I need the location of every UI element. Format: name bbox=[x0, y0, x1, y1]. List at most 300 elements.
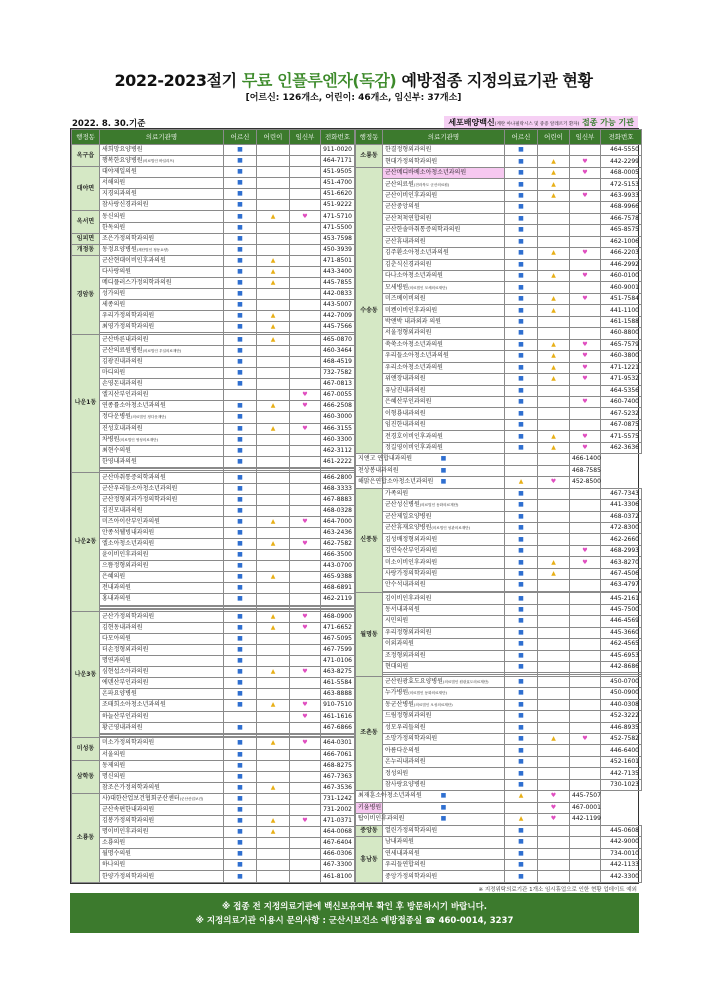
elder-mark-cell bbox=[224, 505, 257, 516]
phone-number: 462-3636 bbox=[601, 442, 642, 453]
elder-mark-cell bbox=[505, 179, 538, 190]
phone-number: 467-3536 bbox=[321, 782, 355, 793]
elder-mark-cell bbox=[224, 804, 257, 815]
clinic-name bbox=[383, 604, 505, 615]
elder-mark-cell bbox=[505, 699, 538, 710]
pregnant-mark-cell bbox=[538, 465, 570, 476]
table-row bbox=[72, 804, 355, 815]
table-row bbox=[72, 423, 355, 434]
pregnant-mark-cell bbox=[570, 202, 601, 213]
clinic-name bbox=[100, 678, 224, 689]
elder-mark-cell bbox=[224, 379, 257, 390]
table-row bbox=[356, 213, 642, 224]
elder-mark-cell bbox=[224, 456, 257, 467]
elder-mark-icon: ■ bbox=[518, 569, 524, 577]
elder-mark-icon: ■ bbox=[237, 179, 243, 187]
elder-mark-icon: ■ bbox=[518, 386, 524, 394]
elder-mark-cell bbox=[505, 837, 538, 848]
child-mark-cell bbox=[538, 167, 570, 178]
child-mark-icon: ▲ bbox=[270, 256, 276, 264]
elder-mark-icon: ■ bbox=[237, 301, 243, 309]
elder-mark-icon: ■ bbox=[237, 635, 243, 643]
clinic-name-text: 정다운병원 bbox=[102, 413, 131, 421]
phone-number: 467-0055 bbox=[321, 390, 355, 401]
pregnant-mark-icon: ♥ bbox=[302, 701, 308, 709]
table-row bbox=[72, 311, 355, 322]
elder-mark-cell bbox=[505, 534, 538, 545]
child-mark-cell bbox=[257, 266, 290, 277]
table-row bbox=[72, 244, 355, 255]
child-mark-cell bbox=[538, 351, 570, 362]
district-cell: 나운2동 bbox=[72, 472, 100, 611]
child-mark-cell bbox=[538, 259, 570, 270]
pregnant-mark-cell bbox=[570, 500, 601, 511]
child-mark-cell bbox=[538, 225, 570, 236]
pregnant-mark-cell bbox=[570, 825, 601, 836]
elder-mark-icon: ■ bbox=[237, 612, 243, 620]
clinic-name bbox=[100, 860, 224, 871]
elder-mark-cell bbox=[224, 145, 257, 156]
child-mark-icon: ▲ bbox=[518, 815, 524, 823]
clinic-name-text: 군산우리들소아청소년과의원 bbox=[102, 484, 178, 492]
elder-mark-icon: ■ bbox=[518, 849, 524, 857]
clinic-corp-name: (의료법인 동화의료재단) bbox=[408, 691, 447, 696]
elder-mark-icon: ■ bbox=[237, 817, 243, 824]
clinic-name bbox=[100, 289, 224, 300]
elder-mark-cell bbox=[505, 616, 538, 627]
pregnant-mark-icon: ♥ bbox=[302, 540, 308, 548]
table-row bbox=[356, 465, 642, 476]
clinic-name bbox=[383, 837, 505, 848]
clinic-name bbox=[383, 316, 505, 327]
table-row bbox=[356, 374, 642, 385]
elder-mark-cell bbox=[505, 627, 538, 638]
elder-mark-icon: ■ bbox=[237, 595, 243, 603]
clinic-name bbox=[383, 545, 505, 556]
elder-mark-icon: ■ bbox=[237, 402, 243, 410]
pregnant-mark-cell bbox=[570, 534, 601, 545]
phone-number: 910-7510 bbox=[321, 700, 355, 711]
elder-mark-icon: ■ bbox=[440, 815, 447, 823]
clinic-name bbox=[100, 483, 224, 494]
elder-mark-icon: ■ bbox=[518, 444, 524, 451]
clinic-name-text: 다나소아청소년과의원 bbox=[385, 272, 443, 280]
table-row bbox=[356, 190, 642, 201]
pregnant-mark-cell bbox=[570, 699, 601, 710]
elder-mark-icon: ■ bbox=[518, 663, 524, 671]
pregnant-mark-cell bbox=[290, 594, 321, 605]
clinic-name-text: 연종률소아청소년과의원 bbox=[102, 402, 166, 410]
clinic-name bbox=[356, 477, 434, 488]
table-row bbox=[356, 362, 642, 373]
phone-number: 451-9505 bbox=[321, 167, 355, 178]
pregnant-mark-cell bbox=[570, 328, 601, 339]
phone-number: 467-0813 bbox=[321, 379, 355, 390]
clinic-name-text: 새희망요양병원 bbox=[102, 146, 143, 154]
phone-number: 467-7599 bbox=[321, 645, 355, 656]
clinic-name bbox=[383, 511, 505, 522]
clinic-name bbox=[100, 749, 224, 760]
table-row bbox=[356, 802, 642, 813]
clinic-name bbox=[100, 838, 224, 849]
phone-number: 468-8275 bbox=[321, 760, 355, 771]
child-mark-cell bbox=[538, 328, 570, 339]
table-row bbox=[72, 505, 355, 516]
elder-mark-cell bbox=[224, 738, 257, 749]
clinic-name bbox=[383, 711, 505, 722]
child-mark-cell bbox=[538, 676, 570, 687]
clinic-name-text: 드림정형외과의원 bbox=[385, 712, 432, 720]
elder-mark-icon: ■ bbox=[237, 190, 243, 198]
elder-mark-icon: ■ bbox=[237, 323, 243, 331]
pregnant-mark-cell bbox=[570, 676, 601, 687]
pregnant-mark-cell bbox=[290, 472, 321, 483]
elder-mark-cell bbox=[224, 583, 257, 594]
child-mark-cell bbox=[257, 145, 290, 156]
clinic-name bbox=[383, 408, 505, 419]
child-mark-cell bbox=[257, 401, 290, 412]
pregnant-mark-icon: ♥ bbox=[550, 803, 557, 811]
elder-mark-cell bbox=[505, 662, 538, 673]
clinic-name-text: 사)대한산업보건협회군산센터 bbox=[102, 794, 180, 802]
pregnant-mark-icon: ♥ bbox=[582, 375, 588, 383]
clinic-name bbox=[383, 419, 505, 430]
clinic-name-text: 남내과의원 bbox=[385, 838, 414, 846]
table-row bbox=[356, 837, 642, 848]
clinic-name bbox=[383, 259, 505, 270]
table-row bbox=[72, 860, 355, 871]
child-mark-cell bbox=[538, 545, 570, 556]
child-mark-icon: ▲ bbox=[270, 335, 276, 343]
elder-mark-cell bbox=[383, 802, 505, 813]
clinic-name bbox=[356, 454, 413, 465]
elder-mark-cell bbox=[505, 557, 538, 568]
elder-mark-icon: ■ bbox=[518, 398, 524, 406]
clinic-name-text: 현대의원 bbox=[385, 663, 409, 671]
phone-number: 471-0371 bbox=[321, 815, 355, 826]
pregnant-mark-cell bbox=[570, 722, 601, 733]
elder-mark-icon: ■ bbox=[518, 226, 524, 234]
clinic-name-text: 한영내과의원 bbox=[102, 457, 137, 465]
elder-mark-icon: ■ bbox=[237, 646, 243, 654]
clinic-name-text: 대야제일의원 bbox=[102, 168, 137, 176]
child-mark-cell bbox=[538, 431, 570, 442]
elder-mark-cell bbox=[505, 316, 538, 327]
clinic-corp-name: (의료법인 우일의료재단) bbox=[142, 349, 182, 354]
clinic-name-text: 군산휴내과의원 bbox=[385, 237, 426, 245]
elder-mark-cell bbox=[505, 408, 538, 419]
phone-number: 471-5575 bbox=[601, 431, 642, 442]
pregnant-mark-cell bbox=[290, 412, 321, 423]
child-mark-cell bbox=[257, 445, 290, 456]
elder-mark-cell bbox=[505, 779, 538, 790]
clinic-name-text: 열린가정의학과의원 bbox=[385, 826, 438, 834]
elder-mark-icon: ■ bbox=[237, 473, 243, 481]
elder-mark-cell bbox=[505, 202, 538, 213]
clinic-name-text: 황근영내과의원 bbox=[102, 723, 143, 731]
phone-number: 463-2436 bbox=[321, 527, 355, 538]
clinic-name-text: 김연숙산부인과의원 bbox=[385, 547, 438, 555]
table-row bbox=[356, 722, 642, 733]
table-row bbox=[356, 733, 642, 744]
child-mark-cell bbox=[257, 311, 290, 322]
phone-number: 460-3300 bbox=[321, 434, 355, 445]
elder-mark-icon: ■ bbox=[237, 335, 243, 343]
clinic-name-text: 엘소아청소년과의원 bbox=[102, 540, 155, 548]
footer-notice bbox=[70, 893, 639, 933]
elder-mark-icon: ■ bbox=[518, 535, 524, 543]
elder-mark-cell bbox=[505, 225, 538, 236]
clinic-name bbox=[383, 442, 505, 453]
pregnant-mark-cell bbox=[290, 300, 321, 311]
elder-mark-icon: ■ bbox=[518, 214, 524, 222]
table-row bbox=[72, 412, 355, 423]
phone-number: 453-7598 bbox=[321, 233, 355, 244]
phone-number: 452-1601 bbox=[601, 756, 642, 767]
pregnant-mark-cell bbox=[290, 561, 321, 572]
pregnant-mark-cell bbox=[570, 639, 601, 650]
clinic-name-text: 김봉가정의학과의원 bbox=[102, 817, 155, 824]
phone-number: 450-3939 bbox=[321, 244, 355, 255]
clinic-name bbox=[100, 738, 224, 749]
pregnant-mark-cell bbox=[570, 374, 601, 385]
elder-mark-cell bbox=[505, 419, 538, 430]
child-mark-icon: ▲ bbox=[270, 701, 276, 709]
child-mark-cell bbox=[257, 345, 290, 356]
elder-mark-icon: ■ bbox=[237, 424, 243, 432]
clinic-name bbox=[100, 472, 224, 483]
table-row bbox=[356, 282, 642, 293]
clinic-name bbox=[100, 645, 224, 656]
child-mark-cell bbox=[257, 760, 290, 771]
pregnant-mark-icon: ♥ bbox=[582, 735, 588, 743]
table-row bbox=[72, 738, 355, 749]
elder-mark-icon: ■ bbox=[237, 212, 243, 220]
pregnant-mark-icon: ♥ bbox=[302, 612, 308, 620]
table-row bbox=[72, 827, 355, 838]
elder-mark-cell bbox=[505, 282, 538, 293]
child-mark-cell bbox=[257, 483, 290, 494]
elder-mark-cell bbox=[505, 733, 538, 744]
pregnant-mark-cell bbox=[290, 434, 321, 445]
pregnant-mark-cell bbox=[290, 793, 321, 804]
child-mark-cell bbox=[538, 511, 570, 522]
pregnant-mark-cell bbox=[570, 442, 601, 453]
elder-mark-icon: ■ bbox=[518, 340, 524, 348]
child-mark-icon: ▲ bbox=[551, 340, 556, 348]
clinic-name-text: 세종의원 bbox=[102, 301, 126, 309]
child-mark-icon: ▲ bbox=[270, 540, 276, 548]
clinic-corp-name: (의료법인 원광효도의료재단) bbox=[442, 679, 489, 684]
pregnant-mark-cell bbox=[570, 305, 601, 316]
child-mark-icon: ▲ bbox=[551, 169, 556, 177]
clinic-name-text: 군산제일요양병원 bbox=[385, 512, 432, 520]
clinic-name-text: 심현섭소아과의원 bbox=[102, 668, 149, 676]
pregnant-mark-icon: ♥ bbox=[582, 444, 588, 451]
elder-mark-icon: ■ bbox=[518, 363, 524, 371]
elder-mark-cell bbox=[224, 233, 257, 244]
child-mark-cell bbox=[257, 200, 290, 211]
pregnant-mark-cell bbox=[570, 756, 601, 767]
child-mark-icon: ▲ bbox=[270, 312, 276, 320]
pregnant-mark-icon: ♥ bbox=[582, 249, 588, 257]
table-row bbox=[356, 522, 642, 533]
pregnant-mark-icon: ♥ bbox=[302, 402, 308, 410]
elder-mark-cell bbox=[505, 650, 538, 661]
clinic-name-text: 군산현대이비인후과의원 bbox=[102, 256, 166, 264]
child-mark-cell bbox=[257, 368, 290, 379]
table-row bbox=[72, 527, 355, 538]
table-row bbox=[356, 593, 642, 604]
pregnant-mark-icon: ♥ bbox=[302, 739, 308, 747]
district-cell: 경암동 bbox=[72, 255, 100, 334]
elder-mark-cell bbox=[505, 362, 538, 373]
clinic-name bbox=[383, 522, 505, 533]
table-row bbox=[356, 768, 642, 779]
district-cell: 삼학동 bbox=[72, 760, 100, 793]
elder-mark-cell bbox=[505, 688, 538, 699]
pregnant-mark-cell bbox=[290, 871, 321, 883]
phone-number: 467-7363 bbox=[321, 771, 355, 782]
phone-number: 911-0020 bbox=[321, 145, 355, 156]
elder-mark-cell bbox=[224, 494, 257, 505]
clinic-name bbox=[100, 561, 224, 572]
clinic-name-text: 가족의원 bbox=[385, 489, 409, 497]
pregnant-mark-cell bbox=[290, 516, 321, 527]
child-mark-cell bbox=[257, 527, 290, 538]
clinic-name bbox=[100, 311, 224, 322]
child-mark-cell bbox=[257, 456, 290, 467]
table-row bbox=[356, 454, 642, 465]
phone-number: 731-1242 bbox=[321, 793, 355, 804]
child-mark-cell bbox=[257, 322, 290, 333]
elder-mark-icon: ■ bbox=[237, 690, 243, 698]
clinic-name bbox=[383, 568, 505, 579]
clinic-name-text: 군산가정의학과의원 bbox=[102, 612, 155, 620]
pregnant-mark-cell bbox=[290, 456, 321, 467]
child-mark-cell bbox=[257, 505, 290, 516]
clinic-name bbox=[383, 500, 505, 511]
phone-number: 467-5232 bbox=[601, 408, 642, 419]
clinic-name-text: 온누리내과의원 bbox=[385, 758, 426, 766]
table-row bbox=[72, 611, 355, 622]
phone-number: 445-7500 bbox=[601, 604, 642, 615]
clinic-name-text: 해맑은연합소아청소년과의원 bbox=[358, 478, 434, 486]
table-row bbox=[356, 627, 642, 638]
clinic-name bbox=[100, 167, 224, 178]
phone-number: 466-0306 bbox=[321, 849, 355, 860]
clinic-name bbox=[100, 368, 224, 379]
phone-number: 462-4565 bbox=[601, 639, 642, 650]
phone-number: 464-0301 bbox=[321, 738, 355, 749]
pregnant-mark-cell bbox=[290, 200, 321, 211]
pregnant-mark-cell bbox=[570, 580, 601, 591]
pregnant-mark-cell bbox=[570, 768, 601, 779]
clinic-name-text: 군산원광효도요양병원 bbox=[385, 677, 443, 685]
table-row bbox=[72, 483, 355, 494]
phone-number: 467-3300 bbox=[321, 860, 355, 871]
clinic-name-text: 시민의원 bbox=[385, 617, 409, 625]
elder-mark-icon: ■ bbox=[518, 432, 524, 440]
pregnant-mark-cell bbox=[570, 396, 601, 407]
pregnant-mark-cell bbox=[570, 568, 601, 579]
elder-mark-cell bbox=[224, 700, 257, 711]
phone-number: 464-7000 bbox=[321, 516, 355, 527]
table-row bbox=[72, 656, 355, 667]
child-mark-cell bbox=[538, 837, 570, 848]
phone-number: 471-5500 bbox=[321, 222, 355, 233]
pregnant-mark-cell bbox=[290, 277, 321, 288]
child-mark-cell bbox=[257, 300, 290, 311]
elder-mark-cell bbox=[224, 539, 257, 550]
clinic-name bbox=[100, 527, 224, 538]
elder-mark-icon: ■ bbox=[237, 413, 243, 421]
reference-date: 2022. 8. 30.기준 bbox=[72, 119, 146, 129]
clinic-name-text: 마디의원 bbox=[102, 369, 126, 377]
elder-mark-cell bbox=[224, 311, 257, 322]
phone-number: 466-3500 bbox=[321, 550, 355, 561]
district-cell: 개정동 bbox=[72, 244, 100, 255]
clinic-name-text: 군산바른내과의원 bbox=[102, 335, 149, 343]
elder-mark-icon: ■ bbox=[518, 237, 524, 245]
pregnant-mark-icon: ♥ bbox=[582, 192, 588, 200]
district-cell: 임피면 bbox=[72, 233, 100, 244]
phone-number: 471-0106 bbox=[321, 656, 355, 667]
pregnant-mark-cell bbox=[290, 423, 321, 434]
phone-number: 442-7135 bbox=[601, 768, 642, 779]
elder-mark-icon: ■ bbox=[237, 157, 243, 165]
pregnant-mark-cell bbox=[290, 838, 321, 849]
table-row bbox=[356, 442, 642, 453]
phone-number: 463-9933 bbox=[601, 190, 642, 201]
header-right-3: 어린이 bbox=[538, 130, 570, 145]
phone-number: 445-6953 bbox=[601, 650, 642, 661]
clinic-name-text: 누가병원 bbox=[385, 689, 409, 697]
phone-number: 452-3222 bbox=[601, 711, 642, 722]
pregnant-mark-cell bbox=[290, 505, 321, 516]
district-cell: 소룡동 bbox=[72, 793, 100, 882]
clinic-name bbox=[100, 145, 224, 156]
child-mark-cell bbox=[257, 561, 290, 572]
clinic-name bbox=[383, 236, 505, 247]
phone-number: 466-7061 bbox=[321, 749, 355, 760]
pregnant-mark-cell bbox=[570, 871, 601, 883]
elder-mark-icon: ■ bbox=[518, 260, 524, 268]
table-row bbox=[72, 178, 355, 189]
child-mark-cell bbox=[257, 793, 290, 804]
child-mark-icon: ▲ bbox=[270, 573, 276, 581]
clinic-name bbox=[383, 593, 505, 604]
clinic-name-text: 사랑가정의학과의원 bbox=[385, 569, 438, 577]
child-mark-cell bbox=[538, 419, 570, 430]
child-mark-cell bbox=[538, 248, 570, 259]
child-mark-cell bbox=[505, 814, 538, 825]
elder-mark-cell bbox=[224, 611, 257, 622]
elder-mark-cell bbox=[224, 561, 257, 572]
phone-number: 465-0870 bbox=[321, 334, 355, 345]
table-row bbox=[72, 456, 355, 467]
clinic-name bbox=[383, 270, 505, 281]
elder-mark-cell bbox=[505, 500, 538, 511]
table-row bbox=[72, 749, 355, 760]
district-cell: 소룡동 bbox=[356, 145, 383, 168]
clinic-name-text: 미소가정의학과의원 bbox=[102, 739, 155, 747]
clinic-name-text: 동정요양병원 bbox=[102, 245, 137, 253]
clinic-name-text: 우리들연합의원 bbox=[385, 861, 426, 869]
elder-mark-cell bbox=[224, 277, 257, 288]
pregnant-mark-cell bbox=[570, 733, 601, 744]
child-mark-cell bbox=[538, 699, 570, 710]
